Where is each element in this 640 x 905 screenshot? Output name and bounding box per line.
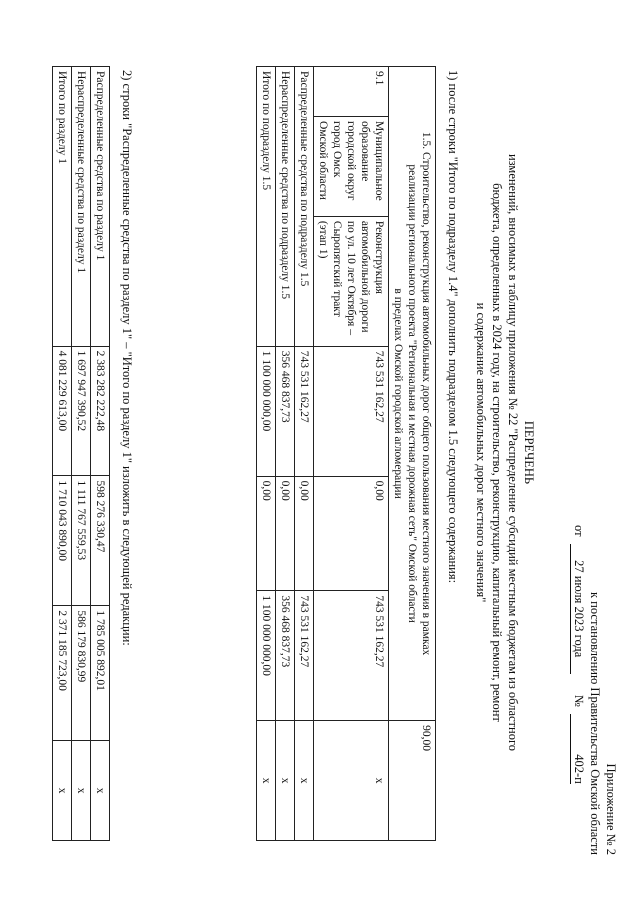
total-label: Распределенные средства по разделу 1 <box>91 67 110 347</box>
amount-cell: 743 531 162,27 <box>295 346 314 476</box>
amount-cell: 0,00 <box>314 476 389 591</box>
municipality-line: образование <box>359 120 371 182</box>
table-row <box>389 67 436 841</box>
municipality-cell <box>314 116 389 216</box>
title-line-2: бюджета, определенных в 2024 году, на строительство, реконструкцию, капитальный ремонт, ремонт <box>490 183 504 722</box>
x-cell: x <box>276 721 295 841</box>
section-heading-line: в пределах Омской городской агломерации <box>392 288 404 499</box>
x-cell: x <box>91 741 110 841</box>
amount-cell: 1 710 043 890,00 <box>53 476 72 606</box>
project-line: Сыропятский тракт <box>331 220 343 317</box>
x-cell: x <box>257 721 276 841</box>
header-line-2: к постановлению Правительства Омской области <box>588 591 602 855</box>
municipality-line: Омской области <box>317 120 329 200</box>
number-label: № <box>572 694 586 707</box>
amount-cell: 598 276 330,47 <box>91 476 110 606</box>
amount-cell: 743 531 162,27 <box>314 346 389 476</box>
title-line-1: изменений, вносимых в таблицу приложения № 22 "Распределение субсидий местным бюджетам из областного <box>506 153 520 752</box>
from-label: от <box>572 525 586 537</box>
amount-cell: 0,00 <box>276 476 295 591</box>
total-label: Распределенные средства по подразделу 1.5 <box>295 67 314 347</box>
table-row <box>314 67 389 841</box>
table-row <box>53 67 72 841</box>
table-section-1-totals <box>52 66 110 841</box>
municipality-line: Муниципальное <box>373 120 385 201</box>
amount-cell: 743 531 162,27 <box>295 591 314 721</box>
amount-cell: 1 100 000 000,00 <box>257 591 276 721</box>
section-extra-cell: 90,00 <box>389 721 436 841</box>
header-line-1: Приложение № 2 <box>604 763 618 855</box>
total-label: Нераспределенные средства по разделу 1 <box>72 67 91 347</box>
amount-cell: 1 100 000 000,00 <box>257 346 276 476</box>
table-row <box>257 67 276 841</box>
amount-cell: 1 111 767 559,53 <box>72 476 91 606</box>
total-label: Нераспределенные средства по подразделу 1.5 <box>276 67 295 347</box>
title-line-3: и содержание автомобильных дорог местного значения" <box>474 302 488 603</box>
municipality-line: городской округ <box>345 120 357 201</box>
total-label: Итого по подразделу 1.5 <box>257 67 276 347</box>
amount-cell: 743 531 162,27 <box>314 591 389 721</box>
section-heading-line: реализации регионального проекта "Региональная и местная дорожная сеть" Омской области <box>406 164 418 623</box>
item-1-text: 1) после строки "Итого по подразделу 1.4" дополнить подразделом 1.5 следующего содержания: <box>446 70 460 584</box>
amount-cell: 1 697 947 390,52 <box>72 346 91 476</box>
amount-cell: 586 179 830,99 <box>72 606 91 741</box>
row-number: 9.1 <box>314 67 389 117</box>
table-row <box>295 67 314 841</box>
amount-cell: 1 785 005 892,01 <box>91 606 110 741</box>
amount-cell: 356 468 837,73 <box>276 346 295 476</box>
project-line: Реконструкция <box>373 220 385 294</box>
table-row <box>91 67 110 841</box>
total-label: Итого по разделу 1 <box>53 67 72 347</box>
amount-cell: 2 371 185 723,00 <box>53 606 72 741</box>
section-heading-line: 1.5. Строительство, реконструкция автомобильных дорог общего пользования местного значения в рамках <box>420 131 432 656</box>
amount-cell: 356 468 837,73 <box>276 591 295 721</box>
header-line-3 <box>570 525 586 855</box>
amount-cell: 4 081 229 613,00 <box>53 346 72 476</box>
x-cell: x <box>314 721 389 841</box>
section-heading-cell <box>389 67 436 721</box>
table-row <box>276 67 295 841</box>
header-date: 27 июля 2023 года <box>570 544 586 674</box>
amount-cell: 0,00 <box>257 476 276 591</box>
x-cell: x <box>295 721 314 841</box>
x-cell: x <box>53 741 72 841</box>
document-heading: ПЕРЕЧЕНЬ <box>522 420 536 485</box>
municipality-line: город Омск <box>331 120 343 178</box>
x-cell: x <box>72 741 91 841</box>
header-number: 402-п <box>570 714 586 784</box>
project-line: автомобильной дороги <box>359 220 371 333</box>
project-line: (этап 1) <box>317 220 329 259</box>
project-line: по ул. 10 лет Октября – <box>345 220 357 335</box>
table-row <box>72 67 91 841</box>
item-2-text: 2) строки "Распределенные средства по разделу 1" – "Итого по разделу 1" изложить в следующей редакции: <box>120 70 134 646</box>
amount-cell: 2 383 282 222,48 <box>91 346 110 476</box>
project-cell <box>314 216 389 346</box>
amount-cell: 0,00 <box>295 476 314 591</box>
table-subsection-1-5 <box>256 66 436 841</box>
